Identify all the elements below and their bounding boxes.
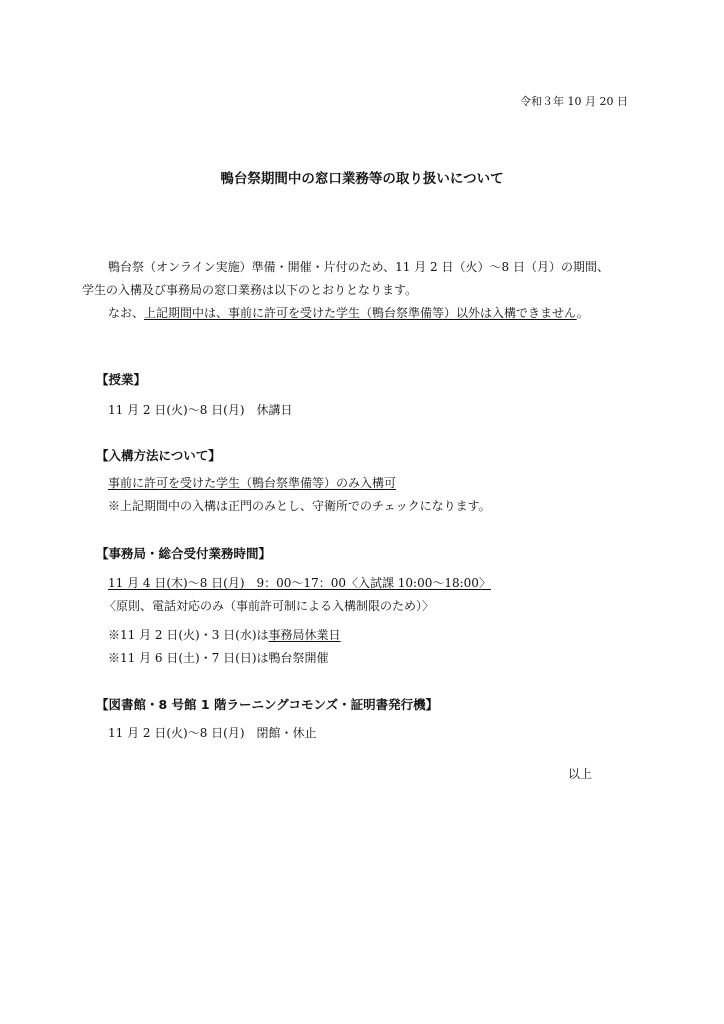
library-line-1: 11 月 2 日(火)～8 日(月) 閉館・休止 [108, 726, 317, 740]
document-title: 鴨台祭期間中の窓口業務等の取り扱いについて [220, 171, 504, 187]
intro-paragraph [82, 256, 640, 325]
intro-line-1: 鴨台祭（オンライン実施）準備・開催・片付のため、11 月 2 日（火）～8 日（月）の期間、 [108, 260, 609, 274]
entry-line-2: ※上記期間中の入構は正門のみとし、守衛所でのチェックになります。 [108, 499, 491, 513]
intro-line-3-prefix: なお、 [108, 306, 145, 320]
office-closed-day: 事務局休業日 [268, 628, 341, 642]
intro-notice-underlined: 上記期間中は、事前に許可を受けた学生（鴨台祭準備等）以外は入構できません [144, 306, 577, 320]
office-line-2: 〈原則、電話対応のみ（事前許可制による入構制限のため）〉 [104, 599, 435, 613]
classes-line-1: 11 月 2 日(火)～8 日(月) 休講日 [108, 403, 293, 417]
office-line-1: 11 月 4 日(木)～8 日(月) 9：00～17：00〈入試課 10:00～18:00〉 [108, 576, 491, 590]
section-heading-office: 【事務局・総合受付業務時間】 [96, 546, 272, 561]
office-line-3 [108, 627, 341, 643]
office-line-3-prefix: ※11 月 2 日(火)・3 日(水)は [108, 628, 269, 642]
intro-line-3-suffix: 。 [576, 306, 589, 320]
closing-text: 以上 [568, 767, 593, 781]
entry-line-1: 事前に許可を受けた学生（鴨台祭準備等）のみ入構可 [108, 476, 397, 490]
document-date: 令和３年 10 月 20 日 [520, 95, 628, 108]
section-heading-classes: 【授業】 [96, 372, 147, 387]
intro-line-2: 学生の入構及び事務局の窓口業務は以下のとおりとなります。 [82, 283, 418, 297]
section-heading-entry: 【入構方法について】 [96, 448, 221, 463]
office-line-4: ※11 月 6 日(土)・7 日(日)は鴨台祭開催 [108, 651, 329, 665]
section-heading-library: 【図書館・8 号館 1 階ラーニングコモンズ・証明書発行機】 [96, 697, 439, 712]
intro-line-3 [96, 302, 640, 325]
